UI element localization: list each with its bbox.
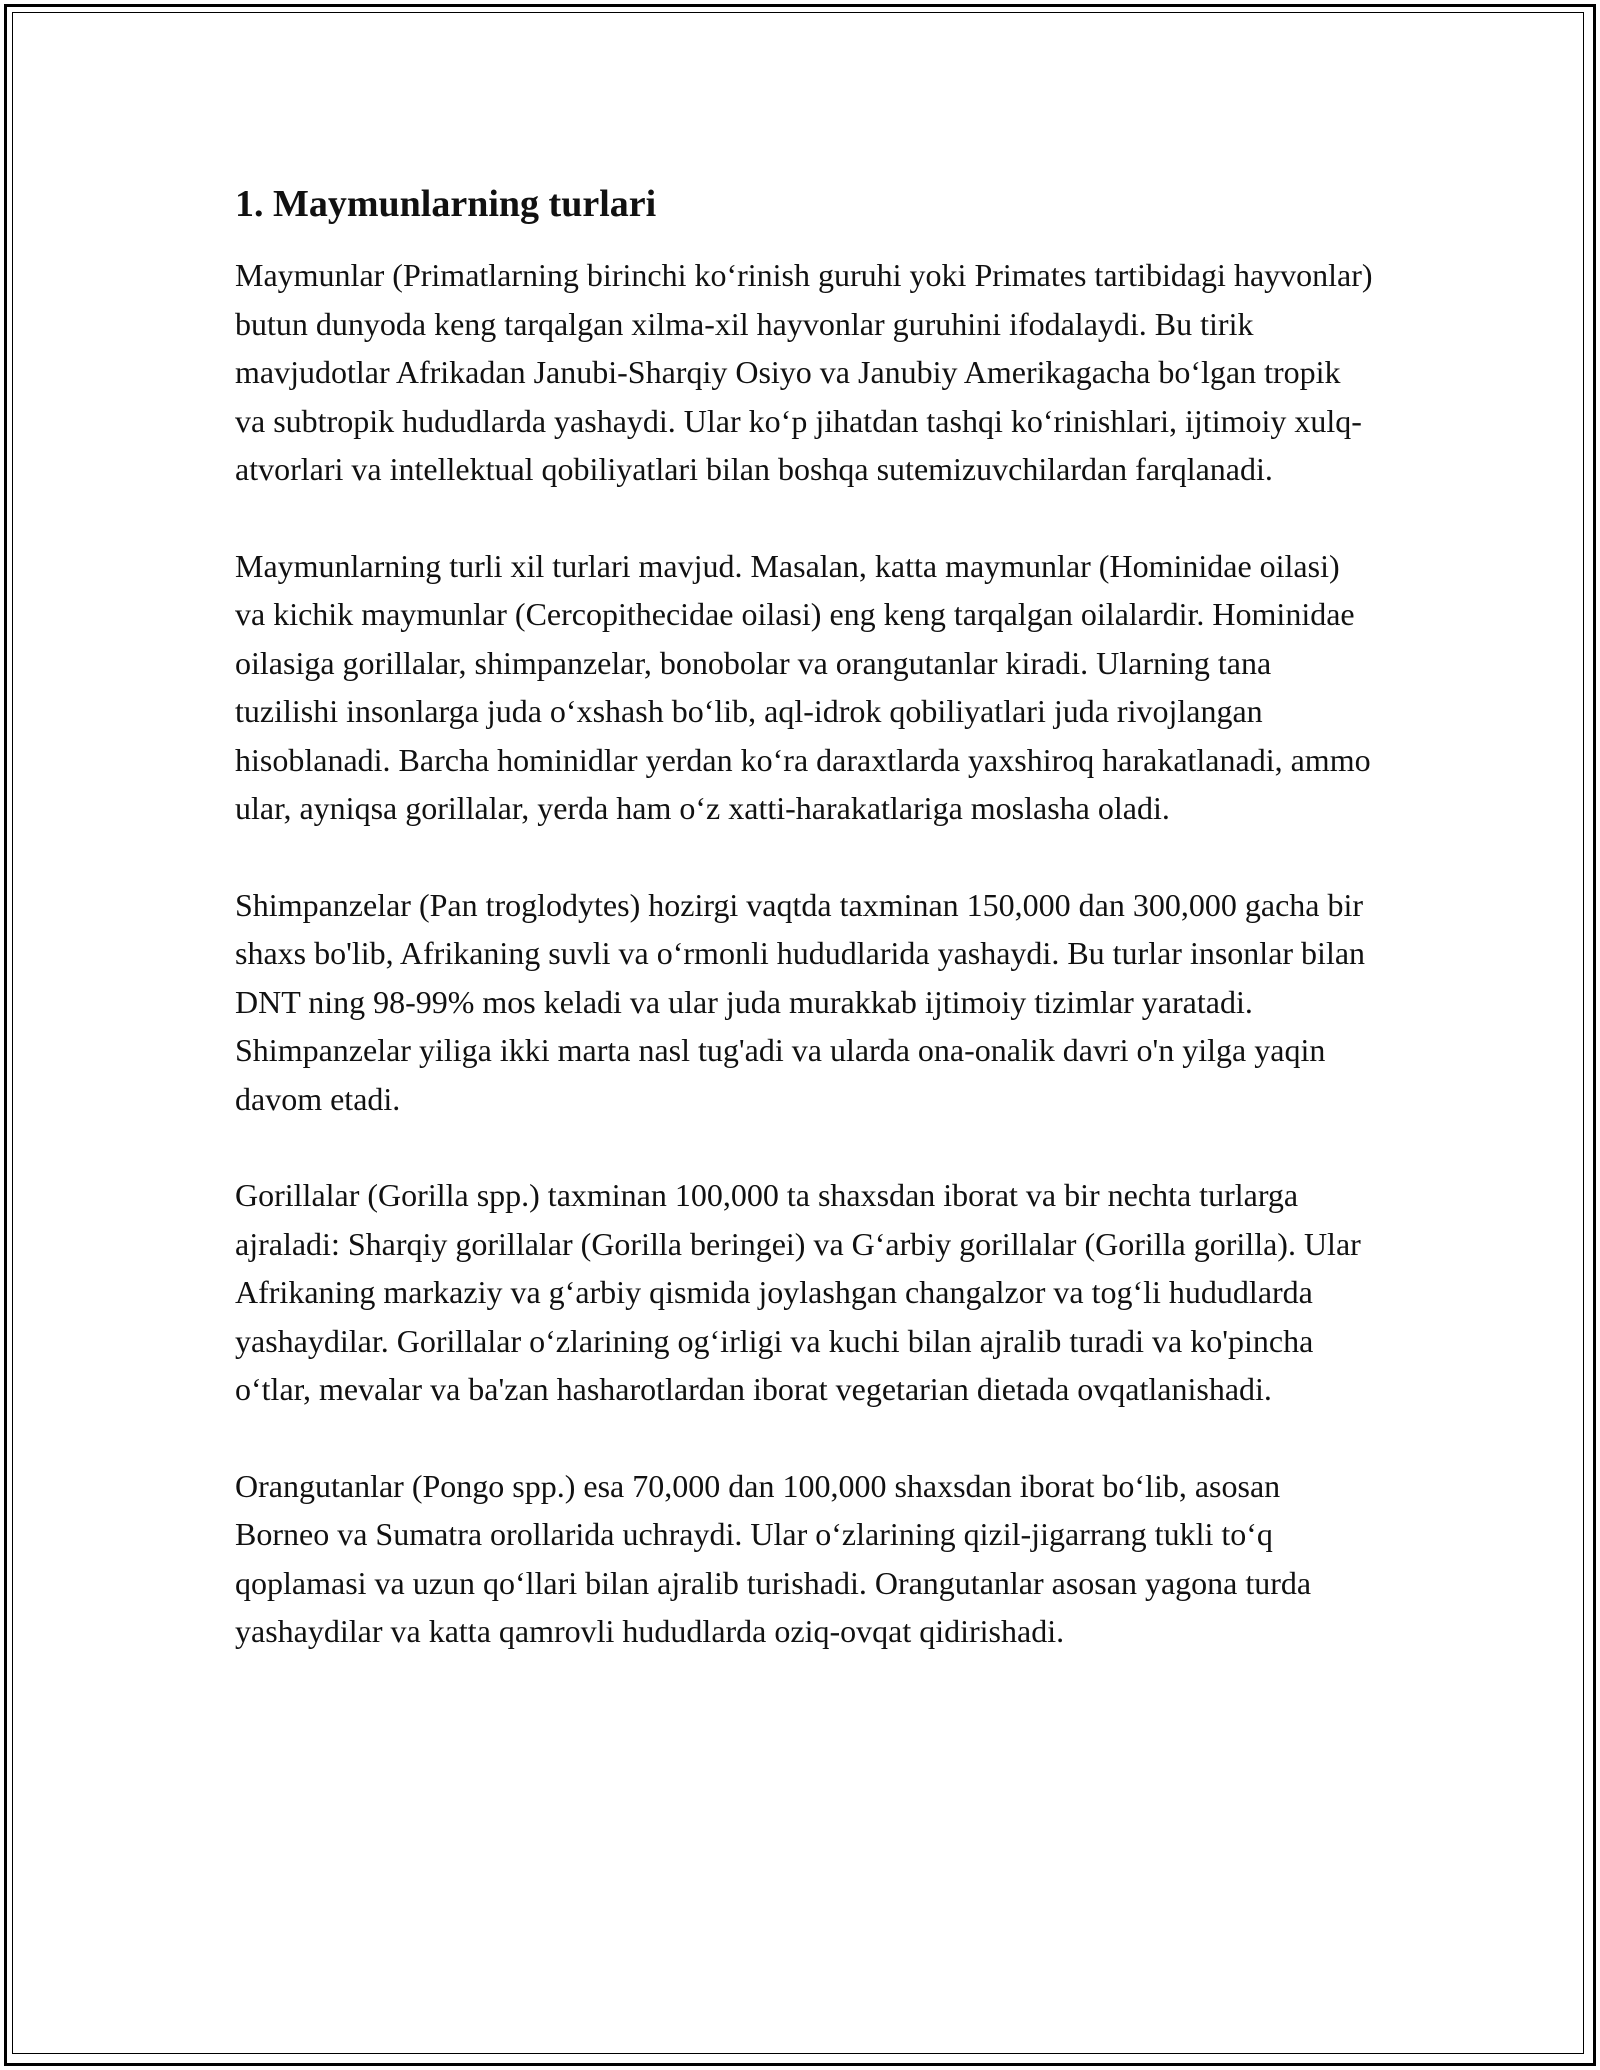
paragraph-chimpanzees: Shimpanzelar (Pan troglodytes) hozirgi vaqtda taxminan 150,000 dan 300,000 gacha bir shaxs bo'lib, Afrikaning suvli va o‘rmonli hududlarida yashaydi. Bu turlar insonlar bilan DNT ning 98-99% mos keladi va ular juda murakkab ijtimoiy tizimlar yaratadi. Shimpanzelar yiliga ikki marta nasl tug'adi va ularda ona-onalik davri o'n yilga yaqin davom etadi. xyxy=(235,886,1366,1117)
paragraph-gorillas: Gorillalar (Gorilla spp.) taxminan 100,000 ta shaxsdan iborat va bir nechta turlarga ajraladi: Sharqiy gorillalar (Gorilla beringei) va G‘arbiy gorillalar (Gorilla gorilla). Ular Afrikaning markaziy va g‘arbiy qismida joylashgan changalzor va tog‘li hududlarda yashaydilar. Gorillalar o‘zlarining og‘irligi va kuchi bilan ajralib turadi va ko'pincha o‘tlar, mevalar va ba'zan hasharotlardan iborat vegetarian dietada ovqatlanishadi. xyxy=(235,1177,1361,1408)
document-body xyxy=(235,180,1375,1704)
section-title: 1. Maymunlarning turlari xyxy=(235,183,657,225)
paragraph-types: Maymunlarning turli xil turlari mavjud. Masalan, katta maymunlar (Hominidae oilasi) va kichik maymunlar (Cercopithecidae oilasi) eng keng tarqalgan oilalardir. Hominidae oilasiga gorillalar, shimpanzelar, bonobolar va orangutanlar kiradi. Ularning tana tuzilishi insonlarga juda o‘xshash bo‘lib, aql-idrok qobiliyatlari juda rivojlangan hisoblanadi. Barcha hominidlar yerdan ko‘ra daraxtlarda yaxshiroq harakatlanadi, ammo ular, ayniqsa gorillalar, yerda ham o‘z xatti-harakatlariga moslasha oladi. xyxy=(235,547,1371,827)
paragraph-orangutans: Orangutanlar (Pongo spp.) esa 70,000 dan 100,000 shaxsdan iborat bo‘lib, asosan Borneo va Sumatra orollarida uchraydi. Ular o‘zlarining qizil-jigarrang tukli to‘q qoplamasi va uzun qo‘llari bilan ajralib turishadi. Orangutanlar asosan yagona turda yashaydilar va katta qamrovli hududlarda oziq-ovqat qidirishadi. xyxy=(235,1467,1312,1650)
paragraph-intro: Maymunlar (Primatlarning birinchi ko‘rinish guruhi yoki Primates tartibidagi hayvonlar) butun dunyoda keng tarqalgan xilma-xil hayvonlar guruhini ifodalaydi. Bu tirik mavjudotlar Afrikadan Janubi-Sharqiy Osiyo va Janubiy Amerikagacha bo‘lgan tropik va subtropik hududlarda yashaydi. Ular ko‘p jihatdan tashqi ko‘rinishlari, ijtimoiy xulq-atvorlari va intellektual qobiliyatlari bilan boshqa sutemizuvchilardan farqlanadi. xyxy=(235,257,1373,488)
